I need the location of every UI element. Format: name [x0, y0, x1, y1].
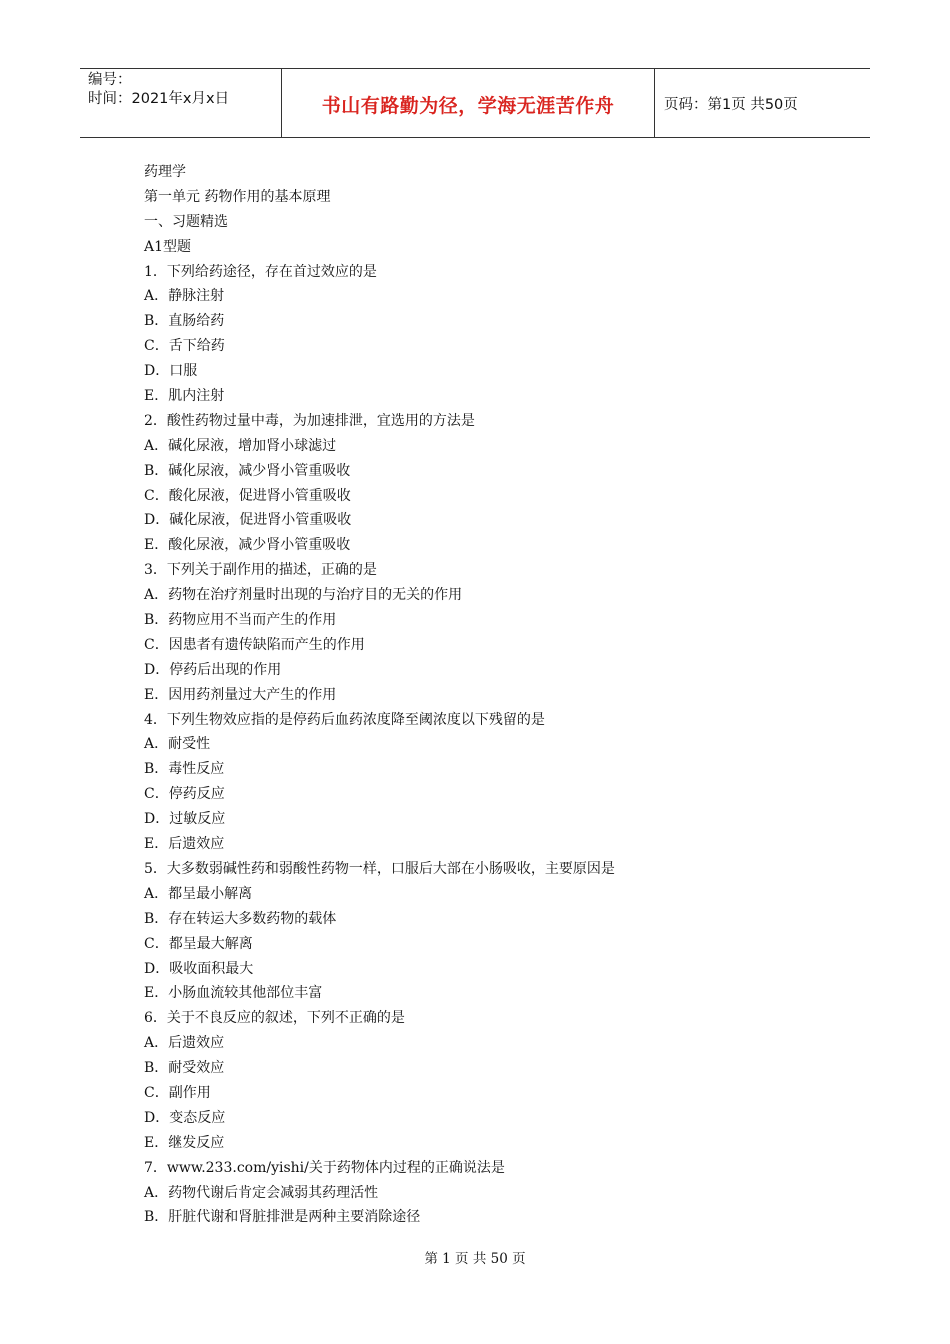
- text-line: D．过敏反应: [144, 811, 226, 828]
- text-line: C．因患者有遗传缺陷而产生的作用: [144, 636, 365, 653]
- text-line: D．口服: [144, 363, 198, 380]
- document-body: [144, 160, 844, 1230]
- text-line: E．肌内注射: [144, 388, 225, 405]
- header-page-info: 页码：第1页 共50页: [664, 97, 798, 113]
- header-motto: 书山有路勤为径，学海无涯苦作舟: [321, 95, 615, 117]
- text-line: C．酸化尿液，促进肾小管重吸收: [144, 487, 351, 504]
- text-line: A．耐受性: [144, 736, 211, 753]
- text-line: C．副作用: [144, 1084, 211, 1101]
- text-line: 1．下列给药途径，存在首过效应的是: [144, 263, 377, 280]
- text-line: 5．大多数弱碱性药和弱酸性药物一样，口服后大部在小肠吸收，主要原因是: [144, 860, 615, 877]
- text-line: 2．酸性药物过量中毒，为加速排泄，宜选用的方法是: [144, 412, 475, 429]
- text-line: 7．www.233.com/yishi/关于药物体内过程的正确说法是: [144, 1159, 505, 1176]
- text-line: D．吸收面积最大: [144, 960, 254, 977]
- text-line: 第一单元 药物作用的基本原理: [144, 188, 331, 205]
- text-line: B．药物应用不当而产生的作用: [144, 612, 337, 629]
- text-line: B．存在转运大多数药物的载体: [144, 910, 337, 927]
- text-line: 一、习题精选: [144, 213, 228, 230]
- header-time-label: 时间：2021年x月x日: [88, 91, 230, 107]
- text-line: 4．下列生物效应指的是停药后血药浓度降至阈浓度以下残留的是: [144, 711, 545, 728]
- text-line: C．都呈最大解离: [144, 935, 253, 952]
- text-line: A．碱化尿液，增加肾小球滤过: [144, 437, 337, 454]
- text-line: E．因用药剂量过大产生的作用: [144, 686, 337, 703]
- header-meta: [88, 71, 278, 109]
- text-line: A．药物在治疗剂量时出现的与治疗目的无关的作用: [144, 587, 463, 604]
- text-line: E．后遗效应: [144, 836, 225, 853]
- page-header: [80, 68, 870, 138]
- text-line: B．毒性反应: [144, 761, 225, 778]
- text-line: A1型题: [144, 238, 192, 255]
- text-line: 3．下列关于副作用的描述，正确的是: [144, 562, 377, 579]
- text-line: E．继发反应: [144, 1134, 225, 1151]
- page-footer: 第 1 页 共 50 页: [424, 1251, 526, 1267]
- text-line: C．舌下给药: [144, 338, 225, 355]
- text-line: E．小肠血流较其他部位丰富: [144, 985, 323, 1002]
- text-line: A．都呈最小解离: [144, 885, 253, 902]
- header-divider-right: [654, 69, 655, 137]
- text-line: 6．关于不良反应的叙述，下列不正确的是: [144, 1010, 405, 1027]
- text-line: A．静脉注射: [144, 288, 225, 305]
- header-number-label: 编号：: [88, 72, 132, 88]
- text-line: B．碱化尿液，减少肾小管重吸收: [144, 462, 351, 479]
- text-line: A．药物代谢后肯定会减弱其药理活性: [144, 1184, 379, 1201]
- text-line: C．停药反应: [144, 786, 225, 803]
- text-line: B．直肠给药: [144, 313, 225, 330]
- text-line: B．肝脏代谢和肾脏排泄是两种主要消除途径: [144, 1209, 421, 1226]
- text-line: B．耐受效应: [144, 1060, 225, 1077]
- text-line: 药理学: [144, 164, 186, 180]
- text-line: A．后遗效应: [144, 1035, 225, 1052]
- text-line: D．变态反应: [144, 1109, 226, 1126]
- text-line: D．碱化尿液，促进肾小管重吸收: [144, 512, 352, 529]
- text-line: D．停药后出现的作用: [144, 661, 282, 678]
- text-line: E．酸化尿液，减少肾小管重吸收: [144, 537, 351, 554]
